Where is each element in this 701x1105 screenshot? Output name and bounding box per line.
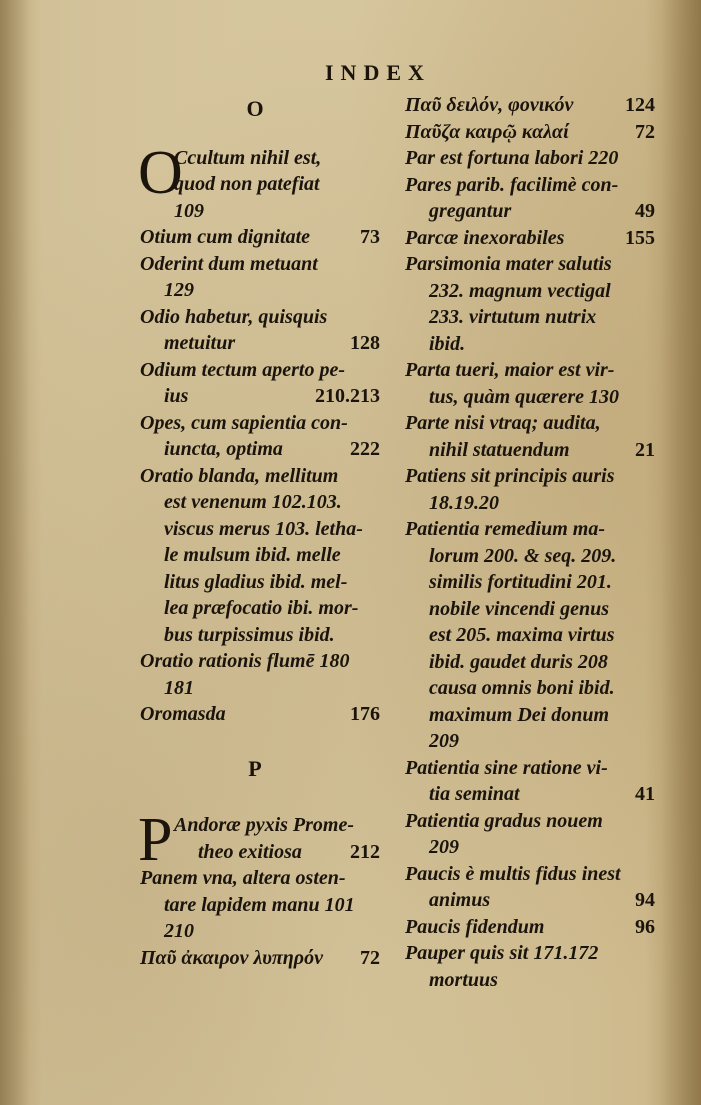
entry-line <box>405 437 655 464</box>
entry-text: Parte nisi vtraq; audita, <box>405 412 601 434</box>
entry-line <box>140 383 380 410</box>
entry-text: maximum Dei donum <box>429 703 610 726</box>
page-header: INDEX <box>325 60 431 85</box>
entry-text: Oratio rationis flumē 180 <box>140 650 350 672</box>
entry-line <box>140 436 380 463</box>
entry-line <box>405 808 655 835</box>
entry-line: 109 <box>174 199 204 222</box>
entry-text: Oratio blanda, mellitum <box>140 464 339 487</box>
entry-line <box>140 675 380 702</box>
entry-line <box>405 887 655 914</box>
entry-text: Odium tectum aperto pe- <box>140 358 345 381</box>
entry-text: Παῦ δειλόν, φονικόν <box>405 94 574 116</box>
index-entry <box>405 808 655 861</box>
page-number: 222 <box>350 438 380 460</box>
entry-text: 232. magnum vectigal <box>429 279 611 302</box>
index-entry <box>405 914 655 941</box>
entry-line <box>140 410 380 437</box>
o-entries-list <box>140 224 380 728</box>
entry-text: Παῦζα καιρῷ καλαί <box>405 120 569 143</box>
dropcap-p: P <box>138 806 173 874</box>
entry-line <box>405 940 655 967</box>
entry-line <box>140 224 380 251</box>
entry-text: Parta tueri, maior est vir- <box>405 359 615 381</box>
entry-line <box>405 755 655 782</box>
entry-line: Ccultum nihil est, <box>174 146 322 169</box>
entry-text: Paucis fidendum <box>405 915 545 938</box>
page-number: 210.213 <box>315 385 380 407</box>
page-number: 21 <box>635 438 655 461</box>
index-entry <box>140 251 380 304</box>
index-entry <box>405 119 655 146</box>
entry-line <box>405 410 655 437</box>
entry-text: Patientia sine ratione vi- <box>405 756 608 779</box>
entry-line <box>140 357 380 384</box>
entry-pandorae <box>138 806 380 874</box>
entry-line <box>140 516 380 543</box>
entry-line <box>405 516 655 543</box>
entry-text: Parcæ inexorabiles <box>405 226 565 249</box>
index-entry <box>405 516 655 755</box>
page-number: 124 <box>625 94 655 116</box>
entry-line <box>405 357 655 384</box>
entry-text: ius <box>164 385 189 407</box>
entry-text: Par est fortuna labori 220 <box>405 147 619 169</box>
entry-occultum <box>138 138 380 225</box>
entry-line <box>140 595 380 622</box>
entry-text: 210 <box>164 920 194 942</box>
entry-text: ibid. gaudet duris 208 <box>429 650 608 673</box>
page-number: 155 <box>625 226 655 249</box>
entry-line <box>140 865 380 892</box>
entry-text: Oromasda <box>140 703 226 725</box>
page-number: 49 <box>635 200 655 222</box>
entry-text: Oderint dum metuant <box>140 252 318 275</box>
entry-text: Pares parib. facilimè con- <box>405 173 619 196</box>
entry-text: tare lapidem manu 101 <box>164 893 355 916</box>
left-column <box>140 96 380 971</box>
page-number: 41 <box>635 783 655 805</box>
entry-text: 181 <box>164 676 194 699</box>
entry-line <box>405 728 655 755</box>
entry-line <box>140 945 380 972</box>
entry-text: nobile vincendi genus <box>429 597 610 620</box>
index-entry <box>140 463 380 649</box>
index-entry <box>140 410 380 463</box>
entry-text: gregantur <box>429 200 512 222</box>
entry-text: viscus merus 103. letha- <box>164 517 363 540</box>
entry-line <box>405 967 655 994</box>
entry-line <box>405 596 655 623</box>
entry-line <box>140 277 380 304</box>
index-entry <box>140 357 380 410</box>
index-entry <box>140 865 380 945</box>
entry-text: le mulsum ibid. melle <box>164 544 341 566</box>
entry-text: 209 <box>429 836 459 858</box>
index-entry <box>140 701 380 728</box>
entry-line <box>140 918 380 945</box>
entry-text: Otium cum dignitate <box>140 226 311 248</box>
entry-line <box>140 304 380 331</box>
entry-line <box>405 490 655 517</box>
entry-text: iuncta, optima <box>164 438 283 460</box>
page-number: 73 <box>360 226 380 248</box>
entry-line <box>405 622 655 649</box>
entry-text: Patiens sit principis auris <box>405 465 615 487</box>
page-number: 94 <box>635 889 655 911</box>
entry-text: est 205. maxima virtus <box>429 624 615 646</box>
index-entry <box>140 304 380 357</box>
entry-text: animus <box>429 889 491 911</box>
section-heading-o: O <box>246 96 264 121</box>
entry-text: Pauper quis sit 171.172 <box>405 942 599 964</box>
entry-line <box>140 892 380 919</box>
entry-text: 129 <box>164 279 194 301</box>
right-entries-list <box>405 92 655 993</box>
index-entry <box>140 648 380 701</box>
entry-line: quod non patefiat <box>174 173 320 195</box>
entry-text: Παῦ ἀκαιρον λυπηρόν <box>140 946 323 969</box>
entry-text: nihil statuendum <box>429 438 570 461</box>
index-entry <box>140 224 380 251</box>
section-heading-p: P <box>248 755 262 781</box>
index-entry <box>405 755 655 808</box>
entry-line <box>405 331 655 358</box>
dropcap-o: O <box>138 138 183 207</box>
page-number: 72 <box>635 120 655 143</box>
entry-text: 18.19.20 <box>429 491 499 514</box>
entry-line <box>140 701 380 728</box>
entry-text: litus gladius ibid. mel- <box>164 570 348 593</box>
entry-text: Panem vna, altera osten- <box>140 867 346 889</box>
index-entry <box>405 861 655 914</box>
entry-line <box>405 861 655 888</box>
entry-line <box>405 119 655 146</box>
entry-text: est venenum 102.103. <box>164 491 342 513</box>
entry-line <box>405 649 655 676</box>
entry-text: Opes, cum sapientia con- <box>140 411 348 434</box>
entry-line <box>140 542 380 569</box>
entry-line <box>405 304 655 331</box>
entry-text: Parsimonia mater salutis <box>405 253 612 275</box>
entry-line <box>140 330 380 357</box>
index-entry <box>405 92 655 119</box>
entry-text: causa omnis boni ibid. <box>429 677 615 699</box>
page-number: 212 <box>350 840 380 863</box>
entry-text: mortuus <box>429 968 498 991</box>
entry-text: Odio habetur, quisquis <box>140 305 328 328</box>
entry-text: lorum 200. & seq. 209. <box>429 544 617 567</box>
entry-text: metuitur <box>164 332 236 354</box>
right-column <box>405 92 655 993</box>
entry-line <box>405 543 655 570</box>
entry-line <box>405 702 655 729</box>
entry-text: bus turpissimus ibid. <box>164 623 335 646</box>
entry-line <box>174 839 380 866</box>
entry-line <box>405 145 655 172</box>
index-entry <box>405 410 655 463</box>
index-entry <box>405 940 655 993</box>
entry-line <box>405 914 655 941</box>
entry-text: lea præfocatio ibi. mor- <box>164 597 359 619</box>
entry-text: tus, quàm quærere 130 <box>429 385 620 408</box>
entry-line <box>405 251 655 278</box>
index-entry <box>405 357 655 410</box>
entry-text: Patientia remedium ma- <box>405 518 605 540</box>
index-entry <box>405 251 655 357</box>
entry-text: 209 <box>429 730 459 752</box>
p-entries-list <box>140 865 380 971</box>
entry-text: Paucis è multis fidus inest <box>405 862 621 885</box>
entry-text: theo exitiosa <box>198 840 302 863</box>
entry-text: tia seminat <box>429 783 520 805</box>
entry-line <box>405 278 655 305</box>
page-number: 176 <box>350 703 380 725</box>
page-number: 128 <box>350 332 380 354</box>
entry-line <box>140 622 380 649</box>
entry-text: ibid. <box>429 332 466 355</box>
entry-line <box>405 569 655 596</box>
entry-line <box>405 172 655 199</box>
entry-text: 233. virtutum nutrix <box>429 306 597 328</box>
page-edge-shadow <box>661 0 701 1105</box>
entry-line <box>140 251 380 278</box>
index-entry <box>405 225 655 252</box>
entry-line <box>405 463 655 490</box>
index-entry <box>140 945 380 972</box>
entry-line <box>140 569 380 596</box>
page-number: 72 <box>360 946 380 969</box>
index-entry <box>405 145 655 172</box>
entry-text: similis fortitudini 201. <box>429 571 612 593</box>
gutter-shadow <box>0 0 30 1105</box>
entry-line <box>405 675 655 702</box>
entry-text: Patientia gradus nouem <box>405 809 603 832</box>
entry-line <box>140 463 380 490</box>
entry-line <box>140 489 380 516</box>
entry-line <box>140 648 380 675</box>
entry-line <box>405 384 655 411</box>
entry-line <box>405 92 655 119</box>
page-number: 96 <box>635 915 655 938</box>
index-entry <box>405 463 655 516</box>
entry-line <box>405 781 655 808</box>
entry-line <box>405 198 655 225</box>
entry-line <box>405 834 655 861</box>
entry-line: Andoræ pyxis Prome- <box>174 814 354 836</box>
entry-line <box>405 225 655 252</box>
index-entry <box>405 172 655 225</box>
